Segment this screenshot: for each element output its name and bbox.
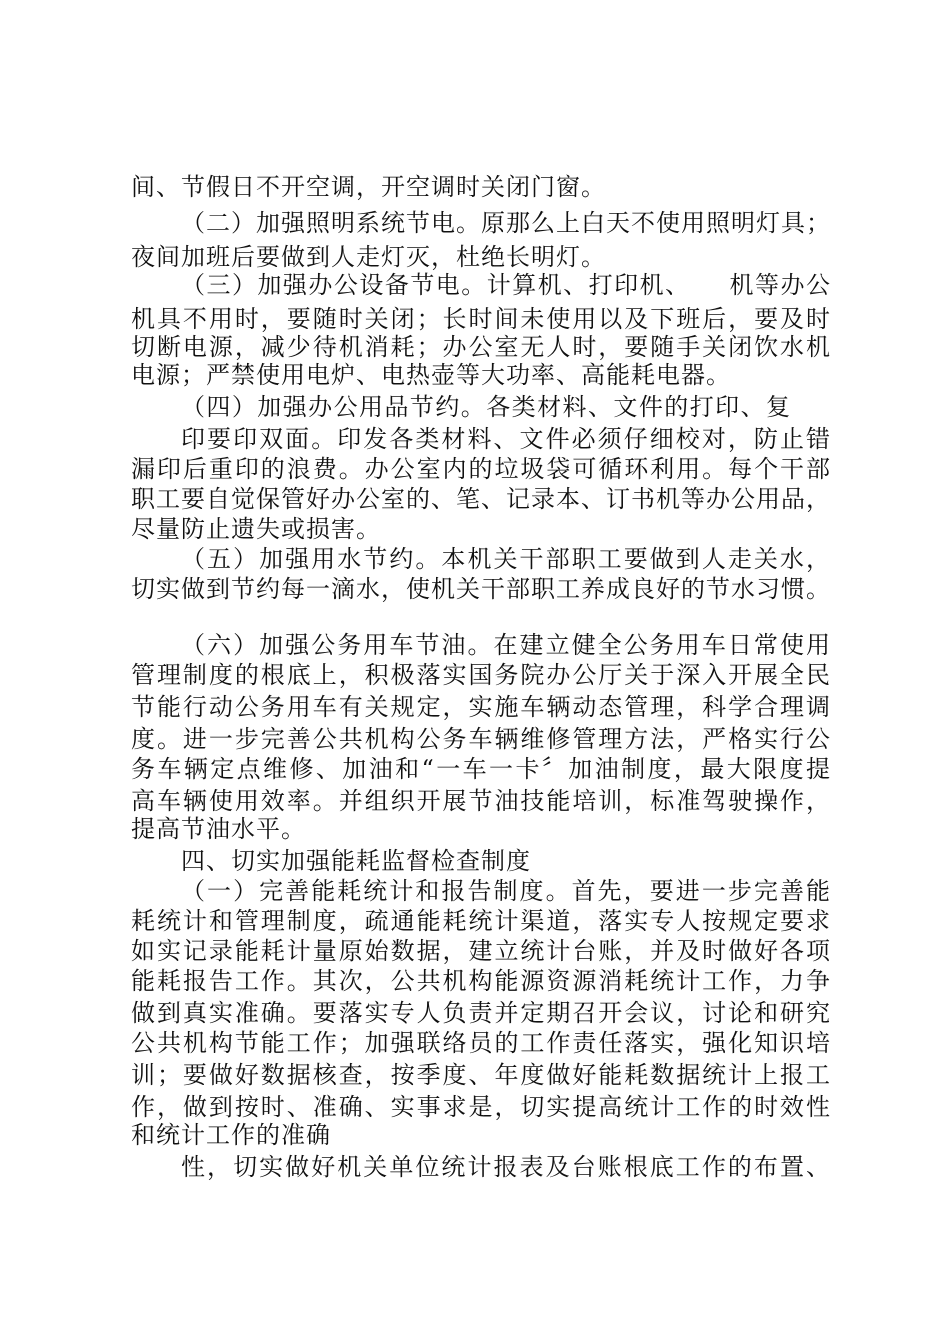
text-line: 职工要自觉保管好办公室的、笔、记录本、订书机等办公用品，: [131, 485, 831, 513]
text-line: 高车辆使用效率。并组织开展节油技能培训，标准驾驶操作，: [131, 787, 831, 815]
text-line: 训；要做好数据核查，按季度、年度做好能耗数据统计上报工: [131, 1061, 831, 1089]
text-line: （四）加强办公用品节约。各类材料、文件的打印、复: [181, 393, 791, 421]
text-line: （五）加强用水节约。本机关干部职工要做到人走关水，: [181, 545, 831, 573]
text-line: 公共机构节能工作；加强联络员的工作责任落实，强化知识培: [131, 1029, 831, 1057]
text-line: 度。进一步完善公共机构公务车辆维修管理方法，严格实行公: [131, 725, 831, 753]
text-line: 切实做到节约每一滴水，使机关干部职工养成良好的节水习惯。: [131, 575, 831, 603]
text-line: （一）完善能耗统计和报告制度。首先，要进一步完善能: [181, 877, 831, 905]
text-line: 印要印双面。印发各类材料、文件必须仔细校对，防止错: [181, 425, 831, 453]
text-line: 作，做到按时、准确、实事求是，切实提高统计工作的时效性: [131, 1093, 831, 1121]
text-line: 管理制度的根底上，积极落实国务院办公厅关于深入开展全民: [131, 661, 831, 689]
text-line: （二）加强照明系统节电。原那么上白天不使用照明灯具；: [181, 209, 831, 237]
text-line: 性，切实做好机关单位统计报表及台账根底工作的布置、: [181, 1153, 831, 1181]
text-line: 能耗报告工作。其次，公共机构能源资源消耗统计工作，力争: [131, 967, 831, 995]
text-line: 如实记录能耗计量原始数据，建立统计台账，并及时做好各项: [131, 937, 831, 965]
text-line: 机具不用时，要随时关闭；长时间未使用以及下班后，要及时: [131, 305, 831, 333]
text-line: （六）加强公务用车节油。在建立健全公务用车日常使用: [181, 631, 831, 659]
text-line: 漏印后重印的浪费。办公室内的垃圾袋可循环利用。每个干部: [131, 455, 831, 483]
section-heading: 四、切实加强能耗监督检查制度: [181, 847, 531, 875]
text-line: 节能行动公务用车有关规定，实施车辆动态管理，科学合理调: [131, 693, 831, 721]
text-line: 务车辆定点维修、加油和“一车一卡〞加油制度，最大限度提: [131, 755, 831, 783]
text-line: 尽量防止遗失或损害。: [131, 515, 381, 543]
text-line: 和统计工作的准确: [131, 1121, 331, 1149]
text-line: 耗统计和管理制度，疏通能耗统计渠道，落实专人按规定要求: [131, 907, 831, 935]
text-line: 夜间加班后要做到人走灯灭，杜绝长明灯。: [131, 243, 606, 271]
text-line: 切断电源，减少待机消耗；办公室无人时，要随手关闭饮水机: [131, 333, 831, 361]
text-line: 提高节油水平。: [131, 815, 306, 843]
text-line: 做到真实准确。要落实专人负责并定期召开会议，讨论和研究: [131, 999, 831, 1027]
text-line: 电源；严禁使用电炉、电热壶等大功率、高能耗电器。: [131, 361, 731, 389]
text-line: （三）加强办公设备节电。计算机、打印机、 机等办公: [181, 271, 831, 299]
text-line: 间、节假日不开空调，开空调时关闭门窗。: [131, 173, 606, 201]
